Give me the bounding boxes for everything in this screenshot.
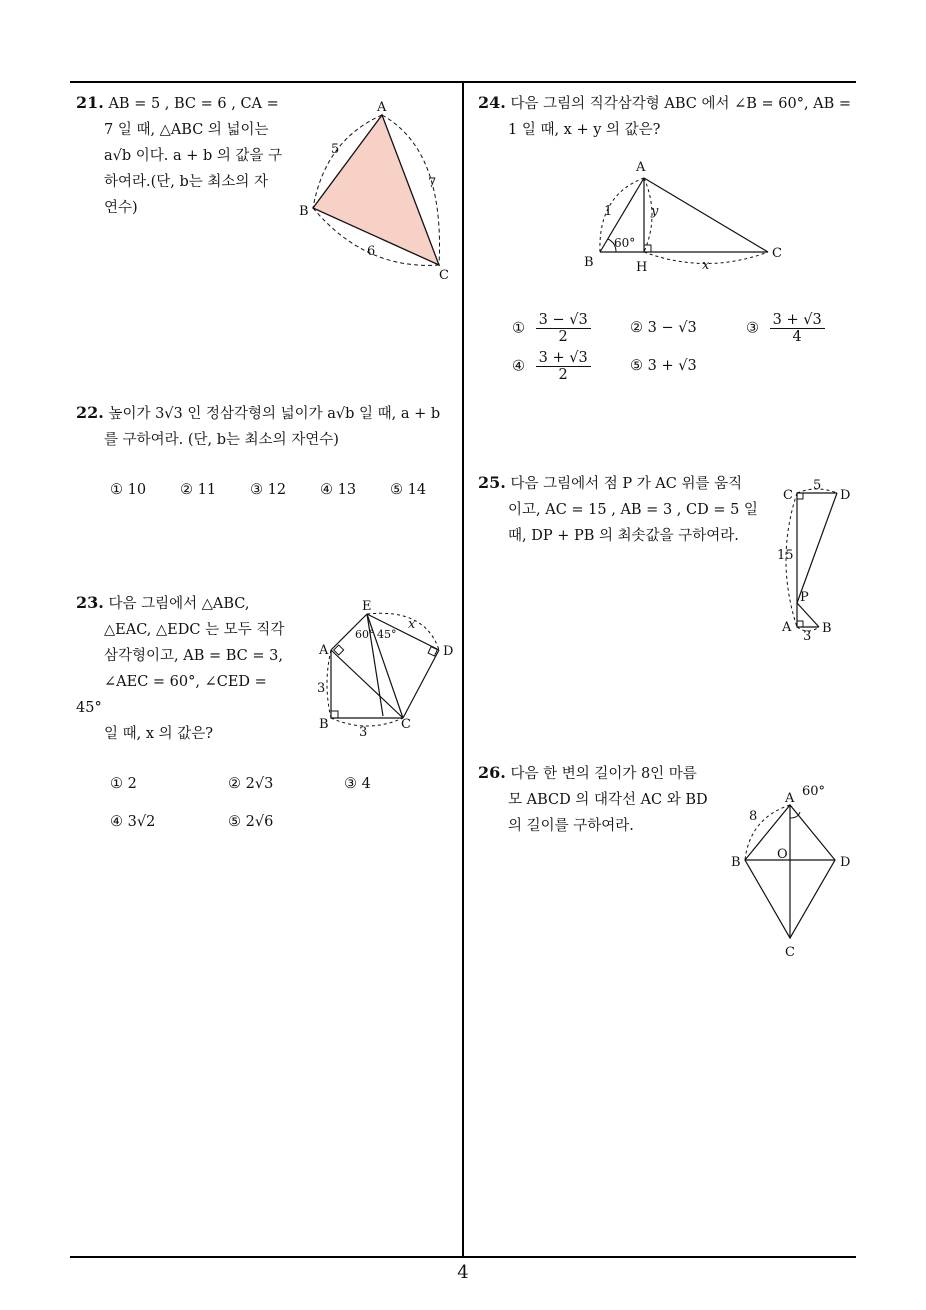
choice-3[interactable]: ③ 12: [250, 482, 287, 498]
choice-text: 3 + √3: [647, 358, 697, 374]
question-number: 24.: [478, 93, 506, 112]
choice-5[interactable]: ⑤ 2√6: [228, 814, 274, 830]
label-a: A: [785, 791, 795, 806]
label-b: B: [319, 717, 329, 732]
choice-3[interactable]: [746, 312, 825, 345]
length-y: y: [651, 204, 659, 219]
length-x: x: [702, 258, 710, 273]
question-number: 21.: [76, 93, 104, 112]
length-bc: 6: [367, 244, 376, 259]
choice-mark: ③: [746, 320, 759, 337]
angle-45: 45°: [377, 628, 397, 641]
length-ab: 5: [331, 142, 340, 157]
label-c: C: [783, 488, 793, 503]
question-24: [478, 90, 863, 143]
question-text-line: 다음 한 변의 길이가 8인 마름: [510, 766, 697, 782]
right-angle-b: [331, 711, 338, 718]
denominator: 2: [558, 329, 568, 345]
label-p: P: [800, 590, 809, 605]
length-side: 8: [749, 809, 758, 824]
question-25: [478, 470, 768, 549]
page-number: 4: [457, 1262, 469, 1283]
question-text-line: 다음 그림의 직각삼각형 ABC 에서 ∠B = 60°, AB =: [510, 96, 852, 112]
right-angle-c: [797, 493, 803, 499]
length-ab: 3: [317, 681, 326, 696]
angle-a-arc: [790, 812, 800, 818]
question-number: 26.: [478, 763, 506, 782]
label-d: D: [443, 644, 454, 659]
question-text-line: 의 길이를 구하여라.: [508, 818, 634, 834]
choice-4[interactable]: ④ 3√2: [110, 814, 156, 830]
question-text-line: △EAC, △EDC 는 모두 직각: [104, 622, 285, 638]
question-text-line: 때, DP + PB 의 최솟값을 구하여라.: [508, 528, 739, 544]
arc-ab: [327, 650, 331, 718]
choice-4[interactable]: [512, 350, 591, 383]
choice-mark: ⑤: [630, 358, 643, 374]
angle-60: 60°: [614, 236, 636, 250]
length-ca: 7: [428, 176, 437, 191]
label-b: B: [822, 621, 832, 636]
question-text-line: 이고, AC = 15 , AB = 3 , CD = 5 일: [508, 502, 758, 518]
choice-2[interactable]: ② 11: [180, 482, 217, 498]
label-b: B: [299, 204, 309, 219]
label-a: A: [782, 620, 792, 635]
question-number: 23.: [76, 593, 104, 612]
question-23: [76, 590, 296, 747]
question-text-line: 하여라.(단, b는 최소의 자: [104, 174, 269, 190]
label-d: D: [840, 488, 851, 503]
right-angle-a: [797, 621, 803, 627]
column-divider: [462, 81, 464, 1258]
question-text-line: 모 ABCD 의 대각선 AC 와 BD: [508, 792, 708, 808]
label-c: C: [401, 717, 411, 732]
numerator: 3 + √3: [770, 312, 825, 329]
label-d: D: [840, 855, 851, 870]
question-number: 22.: [76, 403, 104, 422]
question-text-line: AB = 5 , BC = 6 , CA =: [108, 96, 279, 112]
numerator: 3 − √3: [536, 312, 591, 329]
question-text-line: ∠AEC = 60°, ∠CED = 45°: [76, 674, 267, 716]
length-bc: 3: [359, 725, 368, 740]
label-e: E: [362, 599, 372, 614]
length-cd: 5: [813, 478, 822, 493]
numerator: 3 + √3: [536, 350, 591, 367]
question-text-line: 1 일 때, x + y 의 값은?: [508, 122, 661, 138]
label-c: C: [439, 268, 449, 283]
question-text-line: 다음 그림에서 점 P 가 AC 위를 움직: [510, 476, 743, 492]
right-triangle-figure: [580, 155, 790, 275]
question-22: [76, 400, 461, 453]
choice-mark: ①: [512, 320, 525, 337]
choice-mark: ②: [630, 320, 643, 336]
label-c: C: [785, 945, 795, 960]
length-ab: 3: [803, 629, 812, 644]
fraction: [536, 350, 591, 383]
angle-60: 60°: [802, 784, 826, 799]
length-1: 1: [604, 204, 613, 219]
label-a: A: [377, 100, 387, 115]
choice-2[interactable]: ② 2√3: [228, 776, 274, 792]
question-text-line: 다음 그림에서 △ABC,: [108, 596, 250, 612]
question-text-line: 높이가 3√3 인 정삼각형의 넓이가 a√b 일 때, a + b: [108, 406, 441, 422]
choice-mark: ④: [512, 358, 525, 375]
label-o: O: [777, 847, 788, 862]
question-text-line: 를 구하여라. (단, b는 최소의 자연수): [104, 432, 339, 448]
label-a: A: [319, 643, 329, 658]
triangle-abc: [313, 115, 439, 265]
choice-1[interactable]: ① 2: [110, 776, 137, 792]
question-text-line: 삼각형이고, AB = BC = 3,: [104, 648, 283, 664]
choice-1[interactable]: [512, 312, 591, 345]
question-number: 25.: [478, 473, 506, 492]
length-x: x: [408, 617, 416, 632]
question-26: [478, 760, 728, 839]
question-text-line: a√b 이다. a + b 의 값을 구: [104, 148, 283, 164]
question-text-line: 7 일 때, △ABC 의 넓이는: [104, 122, 269, 138]
choice-5[interactable]: [630, 358, 697, 374]
choice-5[interactable]: ⑤ 14: [390, 482, 427, 498]
bottom-rule: [70, 1256, 856, 1258]
choice-text: 3 − √3: [647, 320, 697, 336]
fraction: [536, 312, 591, 345]
label-b: B: [584, 255, 594, 270]
question-21: [76, 90, 291, 221]
rhombus-figure: [728, 784, 858, 965]
choice-1[interactable]: ① 10: [110, 482, 147, 498]
choice-4[interactable]: ④ 13: [320, 482, 357, 498]
angle-60: 60°: [355, 628, 375, 641]
denominator: 2: [558, 367, 568, 383]
label-c: C: [772, 246, 782, 261]
question-text-line: 연수): [104, 200, 138, 216]
reflection-figure: [775, 475, 855, 645]
denominator: 4: [792, 329, 802, 345]
question-text-line: 일 때, x 의 값은?: [104, 726, 214, 742]
fraction: [770, 312, 825, 345]
label-a: A: [636, 160, 646, 175]
label-h: H: [636, 260, 648, 275]
choice-3[interactable]: ③ 4: [344, 776, 371, 792]
pentagon-figure: [315, 598, 460, 743]
choice-2[interactable]: [630, 320, 697, 336]
triangle-abc-figure: [295, 95, 460, 285]
length-ac: 15: [777, 548, 794, 563]
label-b: B: [731, 855, 741, 870]
